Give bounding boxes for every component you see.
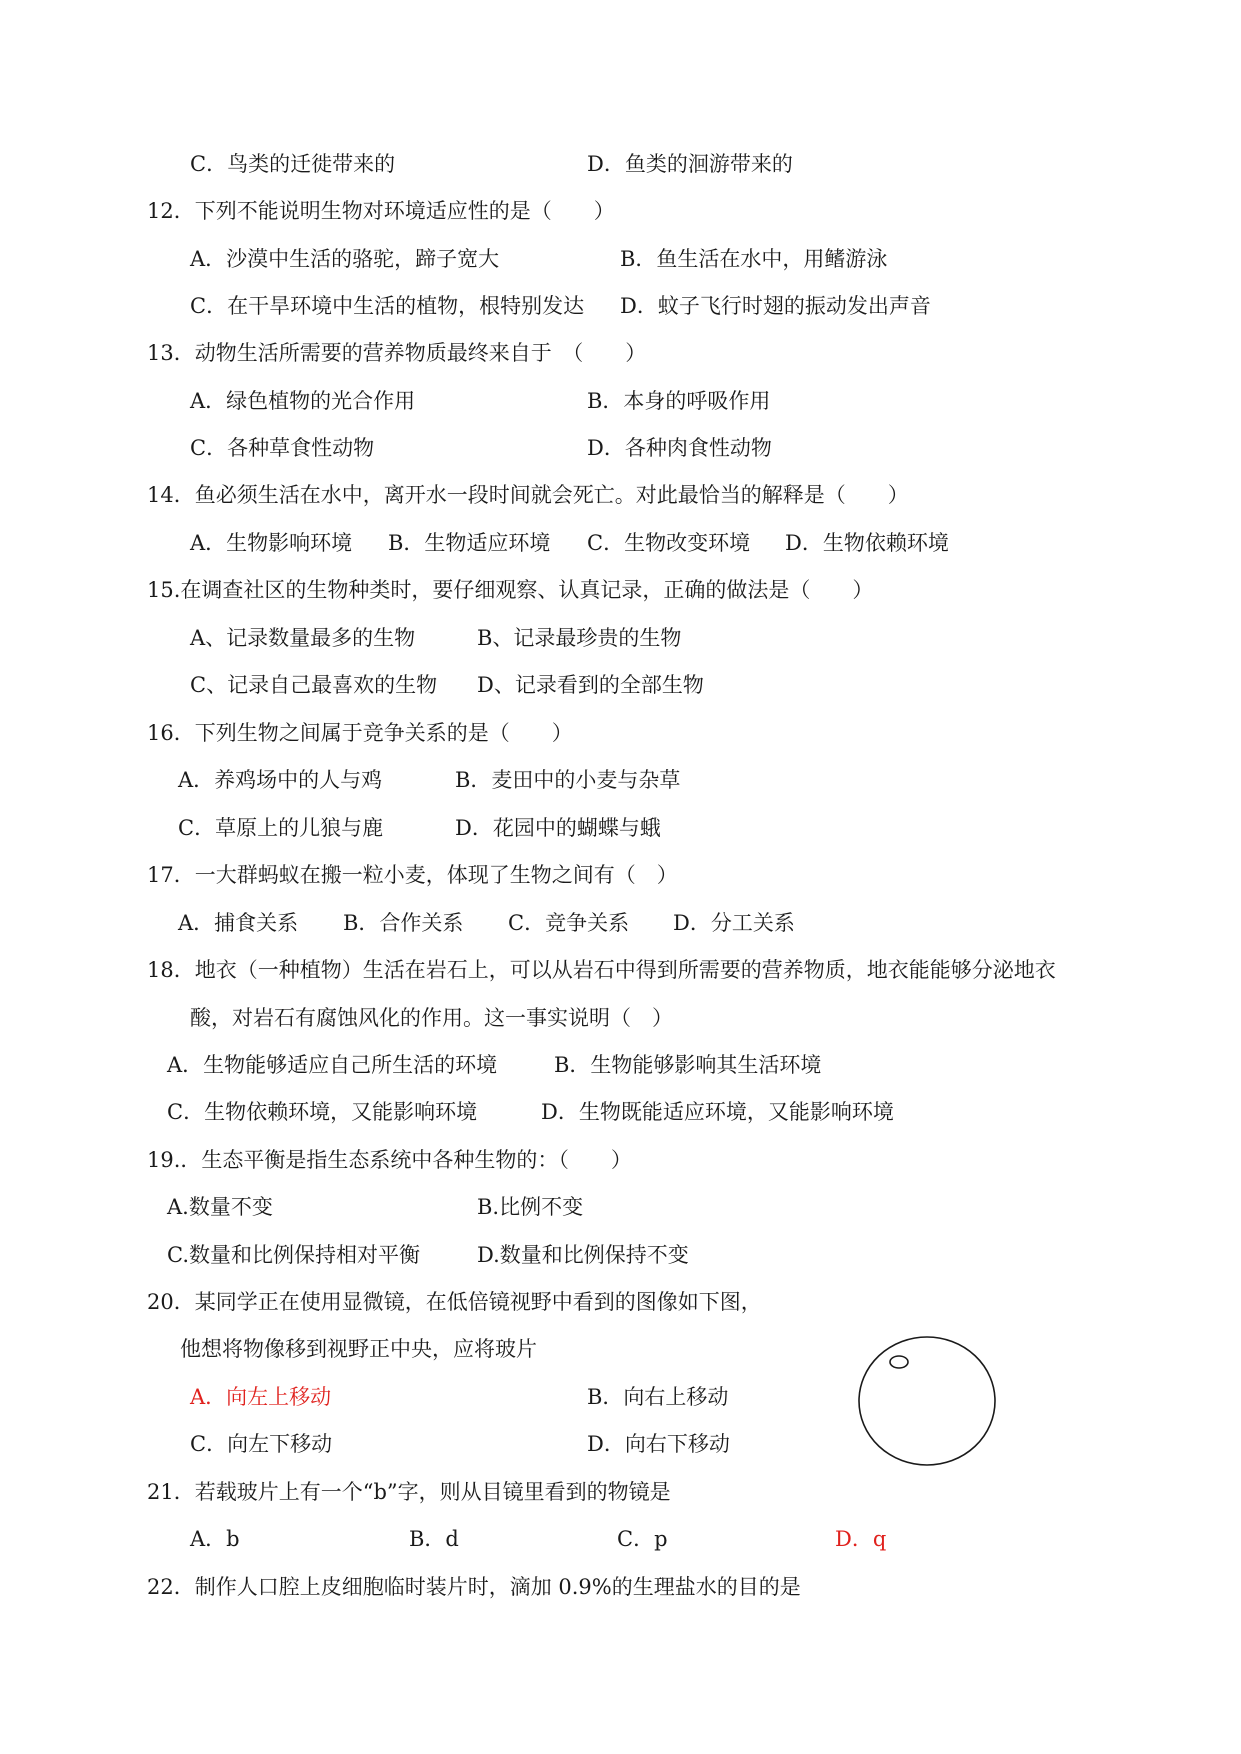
- q20-option-b: B．向右上移动: [587, 1385, 729, 1409]
- q13-stem: 13．动物生活所需要的营养物质最终来自于 （ ）: [147, 341, 647, 365]
- q16-option-d: D．花园中的蝴蝶与蛾: [455, 816, 661, 840]
- q18-option-b: B．生物能够影响其生活环境: [554, 1053, 822, 1077]
- q16-stem: 16．下列生物之间属于竞争关系的是（ ）: [147, 721, 573, 745]
- q14-option-c: C．生物改变环境: [587, 531, 751, 555]
- q18-stem-line1: 18．地衣（一种植物）生活在岩石上，可以从岩石中得到所需要的营养物质，地衣能能够分泌地衣: [147, 958, 1056, 982]
- q17-option-d: D．分工关系: [673, 911, 795, 935]
- q13-option-c: C．各种草食性动物: [190, 436, 375, 460]
- q18-option-c: C．生物依赖环境，又能影响环境: [167, 1100, 478, 1124]
- q20-stem-line2: 他想将物像移到视野正中央，应将玻片: [180, 1337, 537, 1361]
- q19-stem: 19.．生态平衡是指生态系统中各种生物的：（ ）: [147, 1148, 632, 1172]
- q20-option-c: C．向左下移动: [190, 1432, 333, 1456]
- q15-option-a: A、记录数量最多的生物: [190, 626, 416, 650]
- q19-option-c: C.数量和比例保持相对平衡: [167, 1243, 420, 1267]
- q13-option-a: A．绿色植物的光合作用: [190, 389, 416, 413]
- q11-option-d: D．鱼类的洄游带来的: [587, 152, 793, 176]
- q17-option-a: A．捕食关系: [178, 911, 299, 935]
- object-image: [890, 1356, 908, 1368]
- q11-option-c: C．鸟类的迁徙带来的: [190, 152, 396, 176]
- q12-option-a: A．沙漠中生活的骆驼，蹄子宽大: [190, 247, 500, 271]
- q19-option-a: A.数量不变: [167, 1195, 273, 1219]
- q16-option-b: B．麦田中的小麦与杂草: [455, 768, 681, 792]
- q12-stem: 12．下列不能说明生物对环境适应性的是（ ）: [147, 199, 615, 223]
- q21-option-b: B．d: [409, 1527, 459, 1551]
- q17-stem: 17．一大群蚂蚁在搬一粒小麦，体现了生物之间有（ ）: [147, 863, 678, 887]
- q20-option-a-answer: A．向左上移动: [190, 1385, 332, 1409]
- q14-option-b: B．生物适应环境: [388, 531, 551, 555]
- q13-option-d: D．各种肉食性动物: [587, 436, 772, 460]
- q15-option-d: D、记录看到的全部生物: [477, 673, 704, 697]
- q17-option-b: B．合作关系: [343, 911, 464, 935]
- field-of-view-circle: [859, 1337, 995, 1465]
- q12-option-b: B．鱼生活在水中，用鳍游泳: [620, 247, 888, 271]
- q19-option-b: B.比例不变: [477, 1195, 584, 1219]
- q18-stem-line2: 酸，对岩石有腐蚀风化的作用。这一事实说明（ ）: [190, 1006, 673, 1030]
- q22-stem: 22．制作人口腔上皮细胞临时装片时，滴加 0.9%的生理盐水的目的是: [147, 1575, 801, 1599]
- q20-option-d: D．向右下移动: [587, 1432, 730, 1456]
- q15-option-c: C、记录自己最喜欢的生物: [190, 673, 438, 697]
- q16-option-a: A．养鸡场中的人与鸡: [178, 768, 383, 792]
- q12-option-d: D．蚊子飞行时翅的振动发出声音: [620, 294, 931, 318]
- q14-stem: 14．鱼必须生活在水中，离开水一段时间就会死亡。对此最恰当的解释是（ ）: [147, 483, 909, 507]
- q18-option-d: D．生物既能适应环境，又能影响环境: [541, 1100, 894, 1124]
- q19-option-d: D.数量和比例保持不变: [477, 1243, 689, 1267]
- q14-option-d: D．生物依赖环境: [785, 531, 949, 555]
- q21-option-c: C．p: [617, 1527, 668, 1551]
- q20-stem-line1: 20．某同学正在使用显微镜，在低倍镜视野中看到的图像如下图，: [147, 1290, 762, 1314]
- q15-option-b: B、记录最珍贵的生物: [477, 626, 682, 650]
- q16-option-c: C．草原上的儿狼与鹿: [178, 816, 384, 840]
- q21-stem: 21．若载玻片上有一个“b”字，则从目镜里看到的物镜是: [147, 1480, 671, 1504]
- q21-option-a: A．b: [190, 1527, 240, 1551]
- q12-option-c: C．在干旱环境中生活的植物，根特别发达: [190, 294, 585, 318]
- q18-option-a: A．生物能够适应自己所生活的环境: [167, 1053, 498, 1077]
- q14-option-a: A．生物影响环境: [190, 531, 353, 555]
- microscope-field-figure: [857, 1335, 997, 1467]
- q17-option-c: C．竞争关系: [508, 911, 630, 935]
- q13-option-b: B．本身的呼吸作用: [587, 389, 771, 413]
- q15-stem: 15.在调查社区的生物种类时，要仔细观察、认真记录，正确的做法是（ ）: [147, 578, 874, 602]
- q21-option-d-answer: D．q: [835, 1527, 887, 1551]
